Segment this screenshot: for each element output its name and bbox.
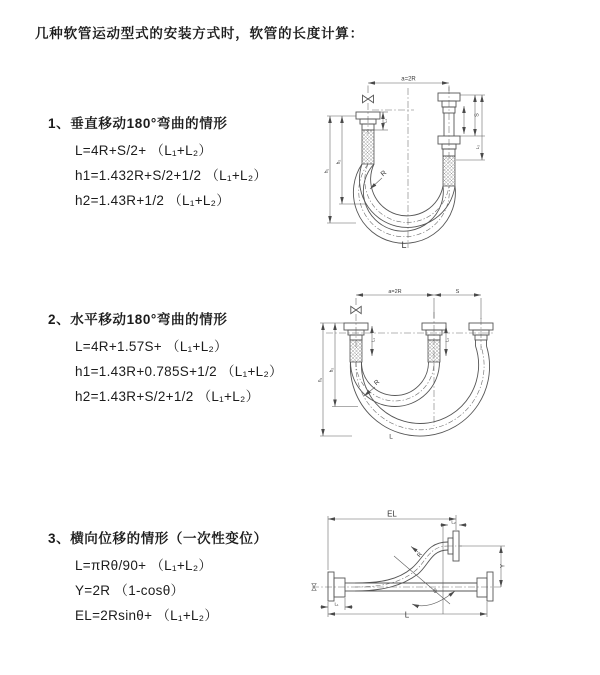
hose-u-bend [353,164,455,243]
radius-leader [411,547,424,559]
dimension-y [460,546,507,587]
dim-label-l1: L₁ [370,338,376,342]
dimension-a2r [368,77,449,94]
dim-label-h2: h₂ [336,159,342,165]
diagram-lateral-displacement [308,498,508,628]
formula-line: h1=1.432R+S/2+1/2 （L₁+L₂） [75,168,268,183]
dim-label-s: S [455,289,460,295]
dimension-l2 [445,326,450,356]
diagram-vertical-180-bend [322,72,497,254]
theta-label: θ [433,589,437,595]
hose-displaced-position [355,542,462,591]
dim-label-y: Y [500,563,507,569]
dimension-s [434,289,481,319]
right-flange [477,572,493,601]
dimension-a2r [356,289,434,318]
dimension-el [328,510,456,571]
section-1-heading: 1、垂直移动180°弯曲的情形 [48,116,228,131]
section-3-formulas [75,553,268,628]
dim-label-l1: L₁ [334,601,339,607]
formula-line: Y=2R （1-cosθ） [75,583,185,598]
dimension-h1 [324,116,356,223]
formula-line: L=4R+S/2+ （L₁+L₂） [75,143,213,158]
length-label: L [404,610,410,620]
formula-line: L=4R+1.57S+ （L₁+L₂） [75,339,228,354]
hose-braid [428,340,440,362]
hose-braid [443,156,455,186]
dimension-l1 [371,326,376,356]
left-flange [328,572,355,601]
dim-label-a2r: a=2R [401,76,416,83]
angle-theta [412,589,455,606]
dim-label-h1: h₁ [324,168,330,174]
valve-icon [351,306,361,313]
section-2-heading: 2、水平移动180°弯曲的情形 [48,312,228,327]
length-label: L [401,240,407,250]
formula-line: h1=1.43R+0.785S+1/2 （L₁+L₂） [75,364,283,379]
formula-line: h2=1.43R+S/2+1/2 （L₁+L₂） [75,389,260,404]
dim-label-l2: L₂ [475,144,480,150]
dim-label-l1: L₁ [382,118,388,124]
section-3 [48,527,268,628]
section-2 [48,308,283,409]
dimension-h2 [329,323,358,407]
dim-label-h1: h₁ [318,377,324,383]
radius-label: R [416,551,424,559]
hose-u-bend-position1 [351,362,440,407]
dim-label-s: S [474,113,481,117]
dimension-s [456,95,485,160]
hose-braid [350,340,362,362]
page-title: 几种软管运动型式的安装方式时，软管的长度计算： [35,26,364,41]
dim-label-l2: L₂ [451,519,456,525]
section-1-formulas [75,138,267,213]
formula-line: h2=1.43R+1/2 （L₁+L₂） [75,193,231,208]
section-1 [48,112,267,213]
radius-label: R [379,169,389,179]
formula-line: L=πRθ/90+ （L₁+L₂） [75,558,213,573]
dimension-h2 [336,116,366,204]
section-3-heading: 3、横向位移的情形（一次性变位） [48,531,268,546]
dimension-l2 [440,520,467,526]
dim-label-a2r: a=2R [388,289,402,295]
dimension-l [328,602,487,620]
hose-braid [362,130,374,164]
radius-label: R [372,378,382,388]
valve-icon [363,95,374,103]
formula-line: EL=2Rsinθ+ （L₁+L₂） [75,608,219,623]
radius-leader [370,170,388,189]
dim-label-el: EL [387,509,397,519]
section-2-formulas [75,334,283,409]
diagram-horizontal-180-bend [318,288,503,448]
length-label: L [389,433,393,441]
dim-label-h2: h₂ [329,367,335,373]
dim-label-l2: L₂ [444,338,450,342]
dimension-l1 [320,598,353,610]
hose-u-bend-position2 [350,346,489,436]
